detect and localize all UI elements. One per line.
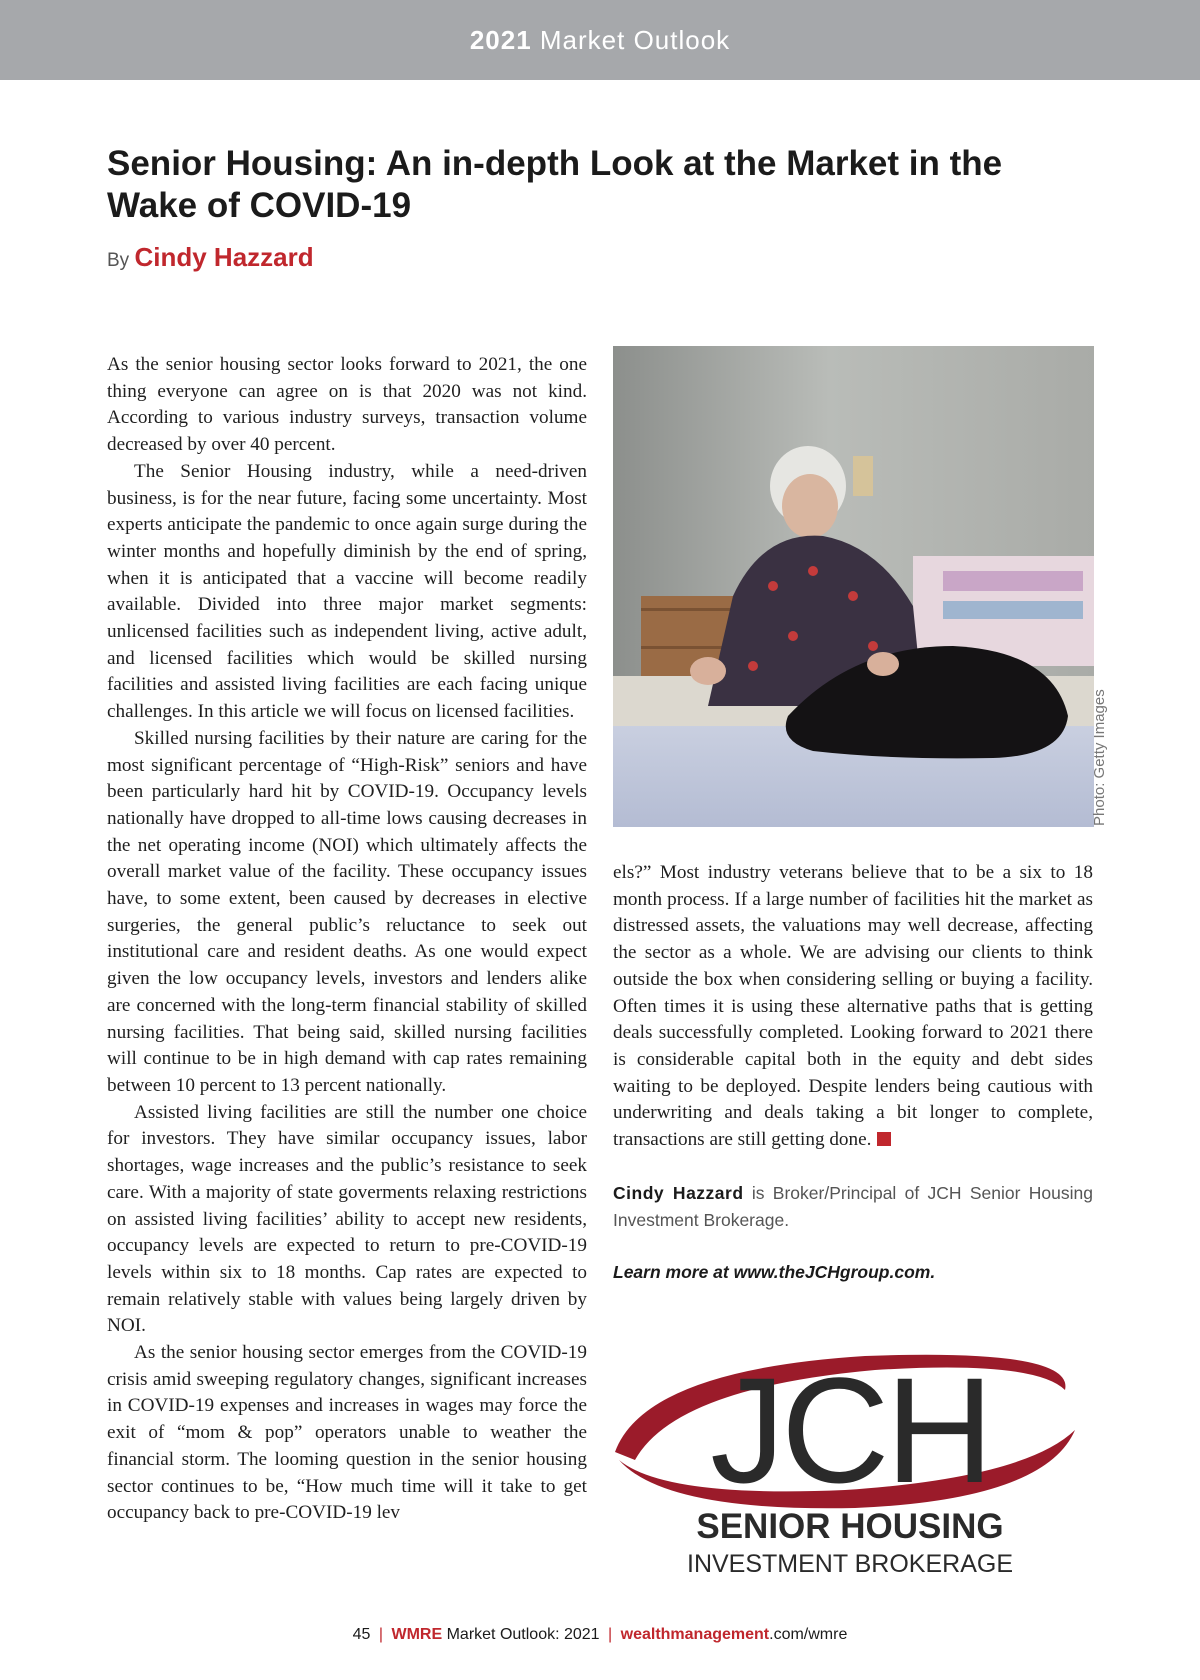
paragraph: The Senior Housing industry, while a need-driven business, is for the near future, facing some uncertainty. Most experts anticipate the pandemic to once again surge during the winter months and hopefully diminish by the end of spring, when it is anticipated that a vaccine will become readily available. Divided into three major market segments: unlicensed facilities such as independent living, active adult, and licensed facilities which would be skilled nursing facilities and assisted living facilities are each facing unique challenges. In this article we will focus on licensed facilities. xyxy=(107,460,587,723)
page-footer xyxy=(0,1626,1200,1644)
author-bio xyxy=(613,1180,1093,1234)
article-body-left xyxy=(107,352,587,1527)
article-photo xyxy=(613,346,1094,827)
photo-credit: Photo: Getty Images xyxy=(1091,689,1108,826)
footer-url-rest[interactable]: .com/wmre xyxy=(769,1626,848,1643)
logo-letters: JCH xyxy=(710,1350,990,1514)
section-header-year: 2021 xyxy=(469,25,532,55)
paragraph: Skilled nursing facilities by their nature are caring for the most significant percentage of “High-Risk” seniors and have been particularly hard hit by COVID-19. Occupancy levels nationally have dropped to all-time lows causing decreases in the net operating income (NOI) which ultimately affects the overall market value of the facility. These occupancy issues have, to some extent, been caused by decreases in elective surgeries, the general public’s reluctance to seek out institutional care and resident deaths. As one would expect given the low occupancy levels, investors and lenders alike are concerned with the long-term financial stability of skilled nursing facilities. That being said, skilled nursing facilities will continue to be in high demand with cap rates remaining between 10 percent to 13 percent nationally. xyxy=(107,727,587,1096)
byline xyxy=(107,242,314,273)
jch-logo xyxy=(605,1350,1105,1585)
footer-separator: | xyxy=(608,1626,613,1643)
bio-text: is Broker/Principal of JCH Senior Housing Investment Brokerage. xyxy=(613,1183,1093,1230)
paragraph: As the senior housing sector looks forward to 2021, the one thing everyone can agree on is that 2020 was not kind. According to various industry surveys, transaction volume decreased by over 40 percent. xyxy=(107,354,587,456)
page-number: 45 xyxy=(352,1626,371,1643)
paragraph xyxy=(613,860,1093,1154)
paragraph: As the senior housing sector emerges from the COVID-19 crisis amid sweeping regulatory changes, significant increases in COVID-19 expenses and increases in wages may force the exit of “mom & pop” operators unable to weather the financial storm. The looming question in the senior housing sector continues to be, “How much time will it take to get occupancy back to pre-COVID-19 lev xyxy=(107,1342,587,1524)
section-header xyxy=(0,0,1200,80)
logo-line-2: INVESTMENT BROKERAGE xyxy=(687,1550,1013,1578)
article-title: Senior Housing: An in-depth Look at the Market in the Wake of COVID-19 xyxy=(107,144,1003,225)
article-body-right xyxy=(613,860,1093,1154)
bio-author-name: Cindy Hazzard xyxy=(613,1183,744,1203)
author-name: Cindy Hazzard xyxy=(134,242,314,272)
paragraph-text: els?” Most industry veterans believe that to be a six to 18 month process. If a large number of facilities hit the market as distressed assets, the valuations may well decrease, affecting the sector as a whole. We are advising our clients to think outside the box when considering selling or buying a facility. Often times it is using these alternative paths that is getting deals successfully completed. Looking forward to 2021 there is considerable capital both in the equity and debt sides waiting to be deployed. Despite lenders being cautious with underwriting and deals taking a bit longer to complete, transactions are still getting done. xyxy=(613,862,1093,1151)
section-header-title: Market Outlook xyxy=(539,25,731,55)
publication-title: Market Outlook: 2021 xyxy=(442,1626,600,1643)
end-mark-icon xyxy=(877,1132,891,1146)
logo-line-1: SENIOR HOUSING xyxy=(696,1507,1004,1546)
footer-url-brand[interactable]: wealthmanagement xyxy=(620,1626,770,1643)
byline-by: By xyxy=(107,250,130,271)
footer-separator: | xyxy=(378,1626,384,1643)
publication-brand: WMRE xyxy=(391,1626,443,1643)
paragraph: Assisted living facilities are still the number one choice for investors. They have similar occupancy issues, labor shortages, wage increases and the public’s resistance to seek care. With a majority of state goverments relaxing restrictions on assisted living facilities’ ability to accept new residents, occupancy levels are expected to return to pre-COVID-19 levels within six to 18 months. Cap rates are expected to remain relatively stable with values being largely driven by NOI. xyxy=(107,1101,587,1337)
learn-more-link[interactable]: Learn more at www.theJCHgroup.com. xyxy=(613,1262,936,1282)
